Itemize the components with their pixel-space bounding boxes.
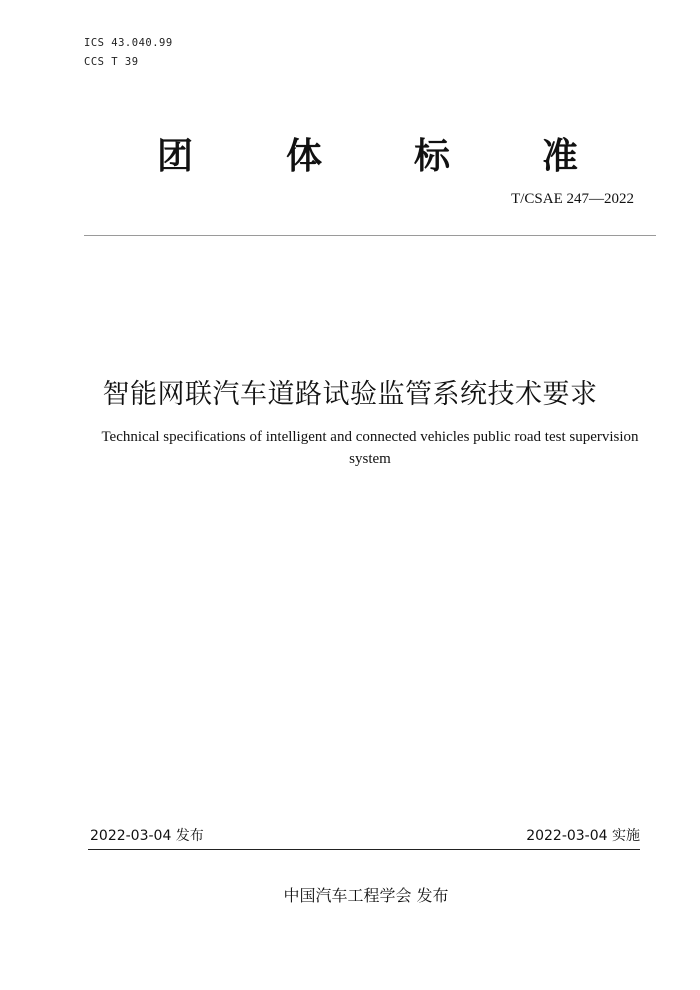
ccs-code: CCS T 39 [84,56,139,68]
standard-type-char: 团 [156,136,193,177]
ics-code: ICS 43.040.99 [84,37,173,49]
implement-date: 2022-03-04 实施 [526,828,640,844]
title-english: Technical specifications of intelligent and connected vehicles public road test supervision system [101,429,639,467]
title-chinese: 智能网联汽车道路试验监管系统技术要求 [102,379,598,410]
footer-divider [88,849,640,850]
publish-date: 2022-03-04 发布 [90,828,204,844]
header-divider [84,235,656,236]
publisher: 中国汽车工程学会 发布 [283,886,449,905]
standard-type-char: 准 [541,136,578,177]
standard-number: T/CSAE 247—2022 [511,191,634,207]
standard-type-char: 体 [285,136,322,177]
standard-type-char: 标 [413,136,450,177]
